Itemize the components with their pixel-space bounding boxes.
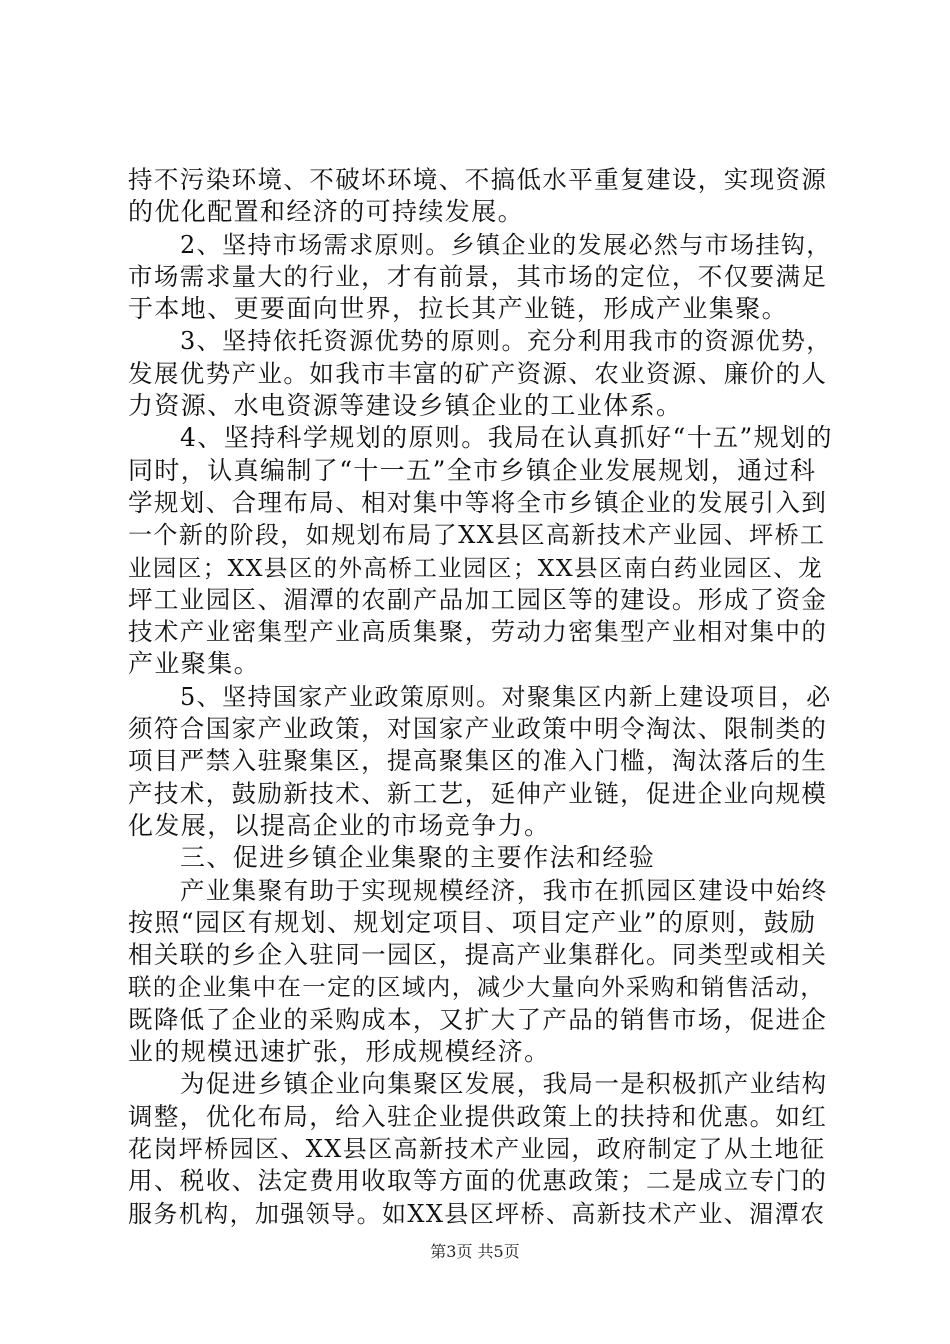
text-line: 为促进乡镇企业向集聚区发展，我局一是积极抓产业结构 [180, 1069, 828, 1099]
text-line: 产技术，鼓励新技术、新工艺，延伸产业链，促进企业向规模 [128, 778, 828, 808]
text-line: 坪工业园区、湄潭的农副产品加工园区等的建设。形成了资金 [128, 584, 828, 614]
text-line: 按照“园区有规划、规划定项目、项目定产业”的原则，鼓励 [128, 907, 817, 937]
text-line: 同时，认真编制了“十一五”全市乡镇企业发展规划，通过科 [128, 455, 817, 485]
text-line: 须符合国家产业政策，对国家产业政策中明令淘汰、限制类的 [128, 714, 828, 744]
text-line: 的优化配置和经济的可持续发展。 [128, 197, 525, 227]
text-line: 三、促进乡镇企业集聚的主要作法和经验 [180, 843, 656, 873]
text-line: 力资源、水电资源等建设乡镇企业的工业体系。 [128, 391, 683, 421]
text-line: 4、坚持科学规划的原则。我局在认真抓好“十五”规划的 [180, 423, 833, 453]
text-line: 业园区；XX县区的外高桥工业园区；XX县区南白药业园区、龙 [128, 553, 824, 582]
text-line: 化发展，以提高企业的市场竞争力。 [128, 810, 551, 840]
document-body [128, 164, 836, 1230]
text-line: 发展优势产业。如我市丰富的矿产资源、农业资源、廉价的人 [128, 358, 828, 388]
text-line: 相关联的乡企入驻同一园区，提高产业集群化。同类型或相关 [128, 940, 828, 970]
text-line: 用、税收、法定费用收取等方面的优惠政策；二是成立专门的 [128, 1166, 828, 1196]
text-line: 持不污染环境、不破坏环境、不搞低水平重复建设，实现资源 [128, 165, 828, 194]
text-line: 服务机构，加强领导。如XX县区坪桥、高新技术产业、湄潭农 [128, 1199, 826, 1228]
text-line: 花岗坪桥园区、XX县区高新技术产业园，政府制定了从土地征 [128, 1134, 826, 1163]
text-line: 既降低了企业的采购成本，又扩大了产品的销售市场，促进企 [128, 1004, 828, 1034]
text-line: 2、坚持市场需求原则。乡镇企业的发展必然与市场挂钩， [180, 230, 832, 259]
text-line: 5、坚持国家产业政策原则。对聚集区内新上建设项目，必 [180, 682, 832, 711]
text-line: 项目严禁入驻聚集区，提高聚集区的准入门槛，淘汰落后的生 [128, 746, 828, 776]
text-line: 技术产业密集型产业高质集聚，劳动力密集型产业相对集中的 [128, 617, 828, 647]
text-line: 学规划、合理布局、相对集中等将全市乡镇企业的发展引入到 [128, 487, 828, 517]
text-line: 调整，优化布局，给入驻企业提供政策上的扶持和优惠。如红 [128, 1101, 828, 1131]
text-line: 市场需求量大的行业，才有前景，其市场的定位，不仅要满足 [128, 261, 828, 291]
text-line: 于本地、更要面向世界，拉长其产业链，形成产业集聚。 [128, 294, 789, 324]
text-line: 产业集聚有助于实现规模经济，我市在抓园区建设中始终 [180, 875, 828, 905]
text-line: 3、坚持依托资源优势的原则。充分利用我市的资源优势， [180, 327, 832, 356]
page-footer [0, 1240, 950, 1264]
text-line: 产业聚集。 [128, 649, 261, 679]
text-line: 一个新的阶段，如规划布局了XX县区高新技术产业园、坪桥工 [128, 521, 826, 550]
page-number: 第3页 共5页 [430, 1242, 520, 1261]
text-line: 联的企业集中在一定的区域内，减少大量向外采购和销售活动， [128, 973, 826, 1002]
text-line: 业的规模迅速扩张，形成规模经济。 [128, 1037, 551, 1067]
